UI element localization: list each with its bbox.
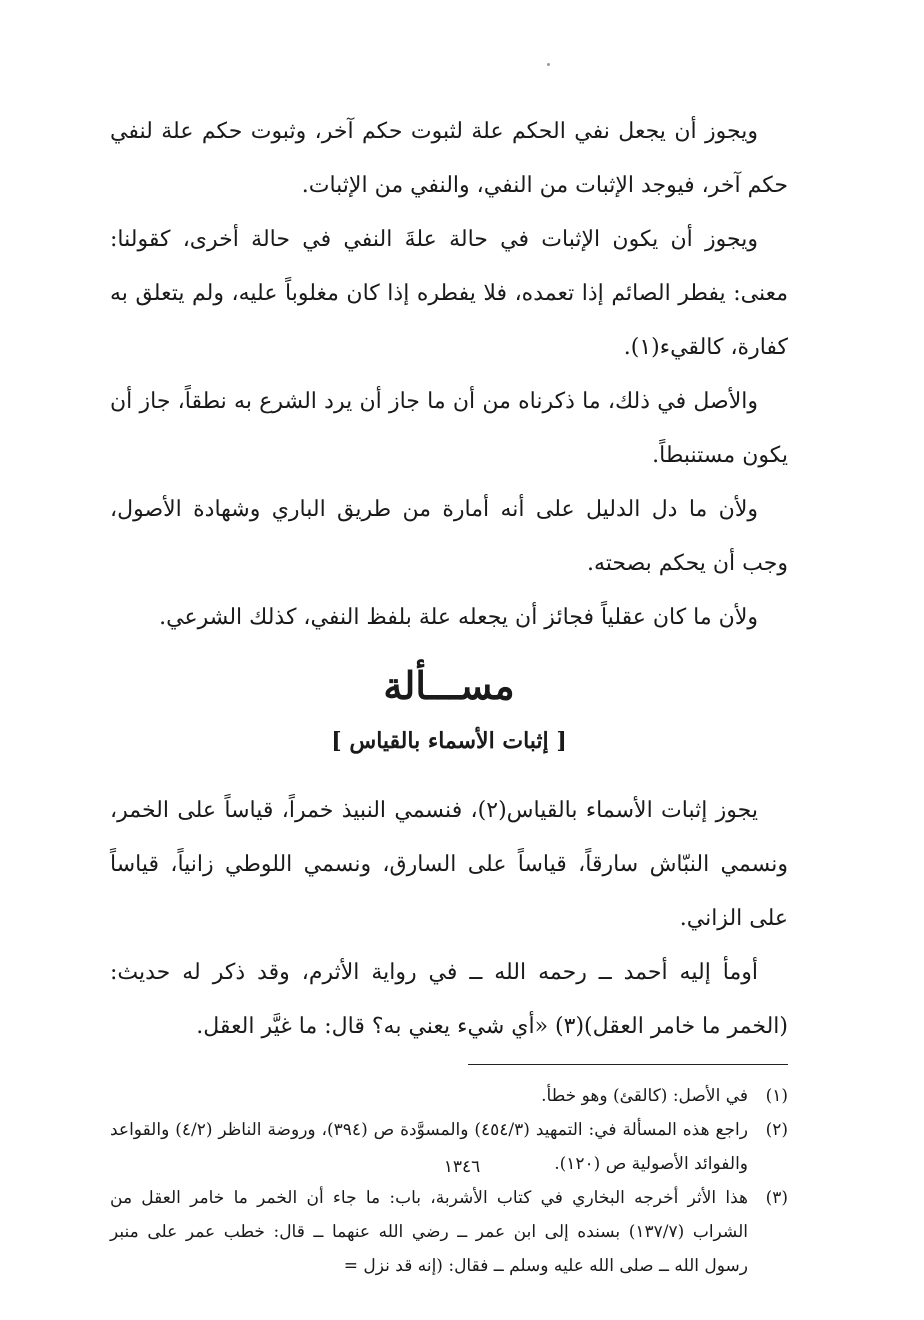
paragraph: يجوز إثبات الأسماء بالقياس(٢)، فنسمي النبيذ خمراً، قياساً على الخمر، ونسمي النبّاش سارقاً، قياساً على السارق، ونسمي اللوطي زانياً، قياساً على الزاني. [110, 798, 788, 931]
footnote-separator [468, 1064, 788, 1065]
paragraph: ويجوز أن يجعل نفي الحكم علة لثبوت حكم آخر، وثبوت حكم علة لنفي حكم آخر، فيوجد الإثبات من النفي، والنفي من الإثبات. [110, 119, 788, 198]
footnote-text: في الأصل: (كالقئ) وهو خطأ. [541, 1086, 748, 1106]
page-number: ١٣٤٦ [443, 1157, 481, 1177]
section-subheading: [ إثبات الأسماء بالقياس ] [331, 728, 567, 754]
footnote-number: (٢) [765, 1120, 788, 1140]
scan-dot [547, 63, 550, 66]
body-text-2 [110, 784, 788, 1054]
section-heading: مســـألة [383, 663, 515, 708]
footnote [110, 1079, 788, 1113]
page-content [110, 105, 788, 1283]
body-text [110, 105, 788, 645]
footnote [110, 1181, 788, 1283]
paragraph: ولأن ما كان عقلياً فجائز أن يجعله علة بلفظ النفي، كذلك الشرعي. [159, 605, 758, 630]
footnote-text: هذا الأثر أخرجه البخاري في كتاب الأشربة، باب: ما جاء أن الخمر ما خامر العقل من الشراب (١٣٧/٧) بسنده إلى ابن عمر ــ رضي الله عنهما ــ قال: خطب عمر على منبر رسول الله ــ صلى الله عليه وسلم ــ فقال: (إنه قد نزل = [110, 1188, 749, 1276]
footnotes [110, 1079, 788, 1283]
paragraph: أومأ إليه أحمد ــ رحمه الله ــ في رواية الأثرم، وقد ذكر له حديث: (الخمر ما خامر العقل)(٣) «أي شيء يعني به؟ قال: ما غيَّر العقل. [110, 960, 788, 1039]
footnote-number: (٣) [765, 1188, 788, 1208]
paragraph: ويجوز أن يكون الإثبات في حالة علةَ النفي في حالة أخرى، كقولنا: معنى: يفطر الصائم إذا تعمده، فلا يفطره إذا كان مغلوباً عليه، ولم يتعلق به كفارة، كالقيء(١). [110, 227, 788, 360]
paragraph: ولأن ما دل الدليل على أنه أمارة من طريق الباري وشهادة الأصول، وجب أن يحكم بصحته. [110, 497, 788, 576]
paragraph: والأصل في ذلك، ما ذكرناه من أن ما جاز أن يرد الشرع به نطقاً، جاز أن يكون مستنبطاً. [110, 389, 788, 468]
footnote-number: (١) [765, 1086, 788, 1106]
footnote-text: راجع هذه المسألة في: التمهيد (٤٥٤/٣) والمسوَّدة ص (٣٩٤)، وروضة الناظر (٤/٢) والقواعد والفوائد الأصولية ص (١٢٠). [110, 1120, 748, 1174]
